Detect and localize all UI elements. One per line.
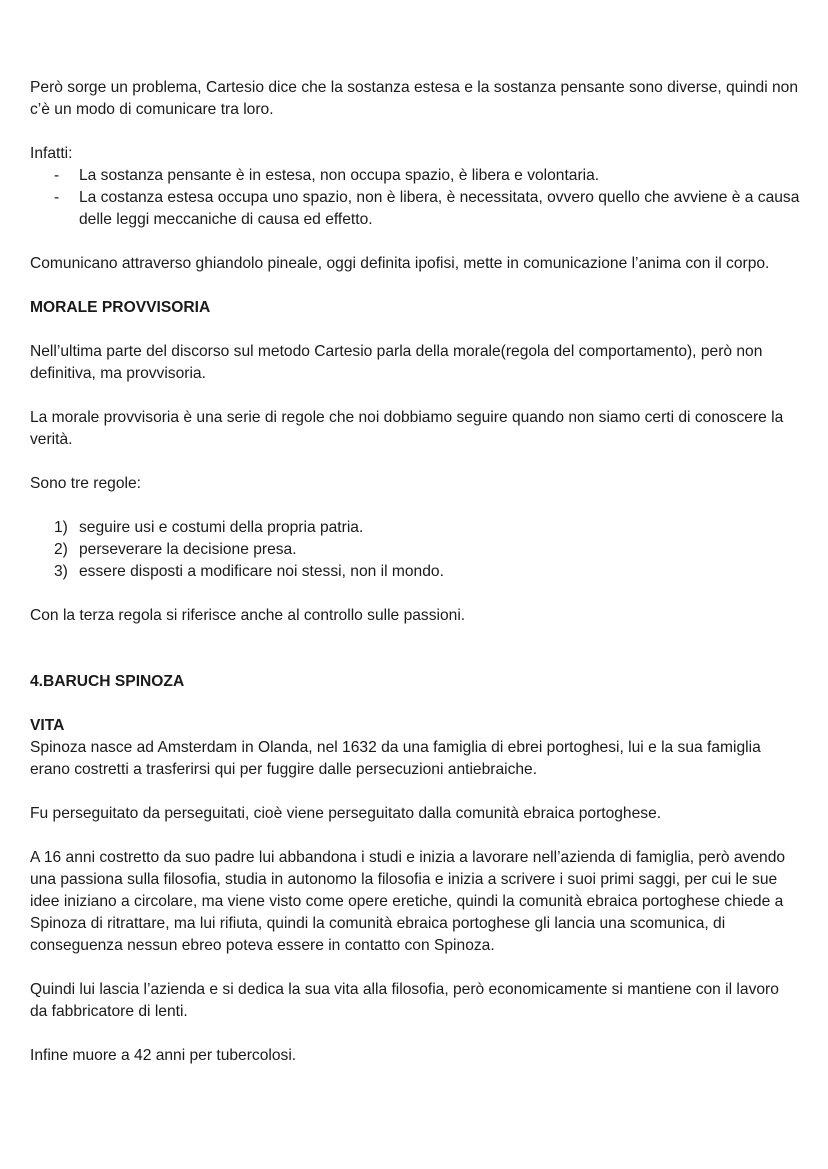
- paragraph-infatti-intro: Infatti:: [30, 145, 73, 162]
- list-item-text: essere disposti a modificare noi stessi, non il mondo.: [79, 563, 444, 580]
- paragraph-morale-def: La morale provvisoria è una serie di regole che noi dobbiamo seguire quando non siamo certi di conoscere la verità.: [30, 409, 784, 448]
- list-item: [30, 165, 800, 187]
- list-item: [30, 539, 800, 561]
- spacer: [30, 1023, 800, 1045]
- document-page: [30, 77, 800, 1067]
- list-marker: 2): [54, 541, 68, 558]
- heading-vita: VITA: [30, 717, 65, 734]
- heading-morale-provvisoria: MORALE PROVVISORIA: [30, 299, 211, 316]
- numbered-list-rules: [30, 517, 800, 583]
- list-item: [30, 561, 800, 583]
- paragraph-16-anni: A 16 anni costretto da suo padre lui abbandona i studi e inizia a lavorare nell’azienda di famiglia, però avendo una passiona sulla filosofia, studia in autonomo la filosofia e inizia a scrivere i suoi primi saggi, per cui le sue idee iniziano a circolare, ma viene visto come opere eretiche, quindi la comunità ebraica portoghese chiede a Spinoza di ritrattare, ma lui rifiuta, quindi la comunità ebraica portoghese gli lancia una scomunica, di conseguenza nessun ebreo poteva essere in contatto con Spinoza.: [30, 849, 786, 954]
- spacer: [30, 693, 800, 715]
- paragraph-perseguitato: Fu perseguitato da perseguitati, cioè viene perseguitato dalla comunità ebraica portoghese.: [30, 805, 662, 822]
- spacer: [30, 319, 800, 341]
- list-marker: 1): [54, 519, 68, 536]
- spacer: [30, 231, 800, 253]
- dash-bullet: -: [54, 167, 60, 184]
- spacer: [30, 385, 800, 407]
- spacer: [30, 495, 800, 517]
- dash-bullet: -: [54, 189, 60, 206]
- spacer: [30, 451, 800, 473]
- spacer: [30, 781, 800, 803]
- paragraph-azienda: Quindi lui lascia l’azienda e si dedica la sua vita alla filosofia, però economicamente si mantiene con il lavoro da fabbricatore di lenti.: [30, 981, 779, 1020]
- paragraph-nascita: Spinoza nasce ad Amsterdam in Olanda, nel 1632 da una famiglia di ebrei portoghesi, lui e la sua famiglia erano costretti a trasferirsi qui per fuggire dalle persecuzioni antiebraiche.: [30, 739, 761, 778]
- spacer: [30, 121, 800, 143]
- spacer: [30, 627, 800, 671]
- spacer: [30, 957, 800, 979]
- list-item: [30, 517, 800, 539]
- paragraph-terza-regola: Con la terza regola si riferisce anche al controllo sulle passioni.: [30, 607, 466, 624]
- dash-list-substances: [30, 165, 800, 231]
- spacer: [30, 583, 800, 605]
- list-marker: 3): [54, 563, 68, 580]
- list-item-text: La sostanza pensante è in estesa, non occupa spazio, è libera e volontaria.: [79, 167, 600, 184]
- list-item-text: La costanza estesa occupa uno spazio, non è libera, è necessitata, ovvero quello che avviene è a causa delle leggi meccaniche di causa ed effetto.: [79, 189, 800, 228]
- heading-baruch-spinoza: 4.BARUCH SPINOZA: [30, 673, 185, 690]
- list-item-text: perseverare la decisione presa.: [79, 541, 297, 558]
- spacer: [30, 275, 800, 297]
- paragraph-tre-regole: Sono tre regole:: [30, 475, 141, 492]
- list-item-text: seguire usi e costumi della propria patria.: [79, 519, 364, 536]
- paragraph-discorso: Nell’ultima parte del discorso sul metodo Cartesio parla della morale(regola del comportamento), però non definitiva, ma provvisoria.: [30, 343, 763, 382]
- paragraph-morte: Infine muore a 42 anni per tubercolosi.: [30, 1047, 297, 1064]
- list-item: [30, 187, 800, 231]
- paragraph-problem: Però sorge un problema, Cartesio dice che la sostanza estesa e la sostanza pensante sono diverse, quindi non c’è un modo di comunicare tra loro.: [30, 79, 799, 118]
- paragraph-pineal: Comunicano attraverso ghiandolo pineale, oggi definita ipofisi, mette in comunicazione l’anima con il corpo.: [30, 255, 770, 272]
- spacer: [30, 825, 800, 847]
